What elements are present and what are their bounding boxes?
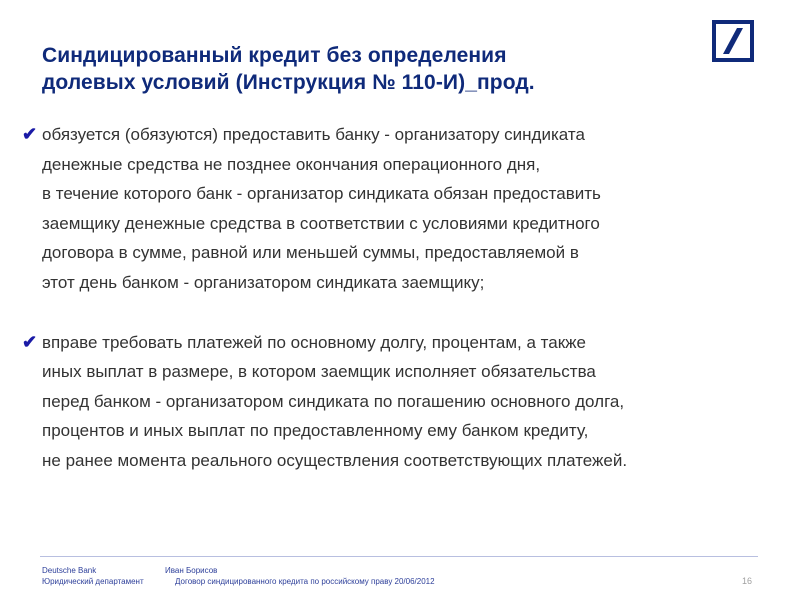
- bullet-line: заемщику денежные средства в соответствии с условиями кредитного: [42, 213, 600, 233]
- title-line-1: Синдицированный кредит без определения: [42, 44, 507, 67]
- footer-author: Иван Борисов: [165, 566, 218, 575]
- deutsche-bank-logo: [712, 20, 754, 62]
- title-line-2: долевых условий (Инструкция № 110-И)_прод.: [42, 71, 535, 94]
- bullet-line: ✔ вправе требовать платежей по основному долгу, процентам, а также: [22, 328, 782, 358]
- bullet-line: не ранее момента реального осуществления соответствующих платежей.: [42, 450, 628, 470]
- bullet-line: иных выплат в размере, в котором заемщик исполняет обязательства: [42, 362, 596, 382]
- slide-title: [42, 42, 535, 96]
- bullet-paragraph-1: [22, 120, 782, 298]
- bullet-line: этот день банком - организатором синдиката заемщику;: [42, 272, 485, 292]
- bullet-line: договора в сумме, равной или меньшей суммы, предоставляемой в: [42, 243, 579, 263]
- bullet-line: процентов и иных выплат по предоставленному ему банком кредиту,: [42, 421, 589, 441]
- slide-body: [22, 120, 782, 476]
- page-number: 16: [742, 576, 753, 586]
- footer-company: Deutsche Bank: [42, 566, 97, 575]
- checkmark-icon: ✔: [22, 331, 38, 352]
- footer-document: Договор синдицированного кредита по российскому праву 20/06/2012: [175, 577, 435, 586]
- bullet-line: перед банком - организатором синдиката по погашению основного долга,: [42, 391, 625, 411]
- footer-divider: [40, 556, 758, 557]
- footer-department: Юридический департамент: [42, 577, 144, 586]
- bullet-line: ✔ обязуется (обязуются) предоставить банку - организатору синдиката: [22, 120, 782, 150]
- bullet-line: денежные средства не позднее окончания операционного дня,: [42, 154, 541, 174]
- checkmark-icon: ✔: [22, 124, 38, 144]
- bullet-paragraph-2: [22, 328, 782, 476]
- bullet-line: в течение которого банк - организатор синдиката обязан предоставить: [42, 184, 601, 204]
